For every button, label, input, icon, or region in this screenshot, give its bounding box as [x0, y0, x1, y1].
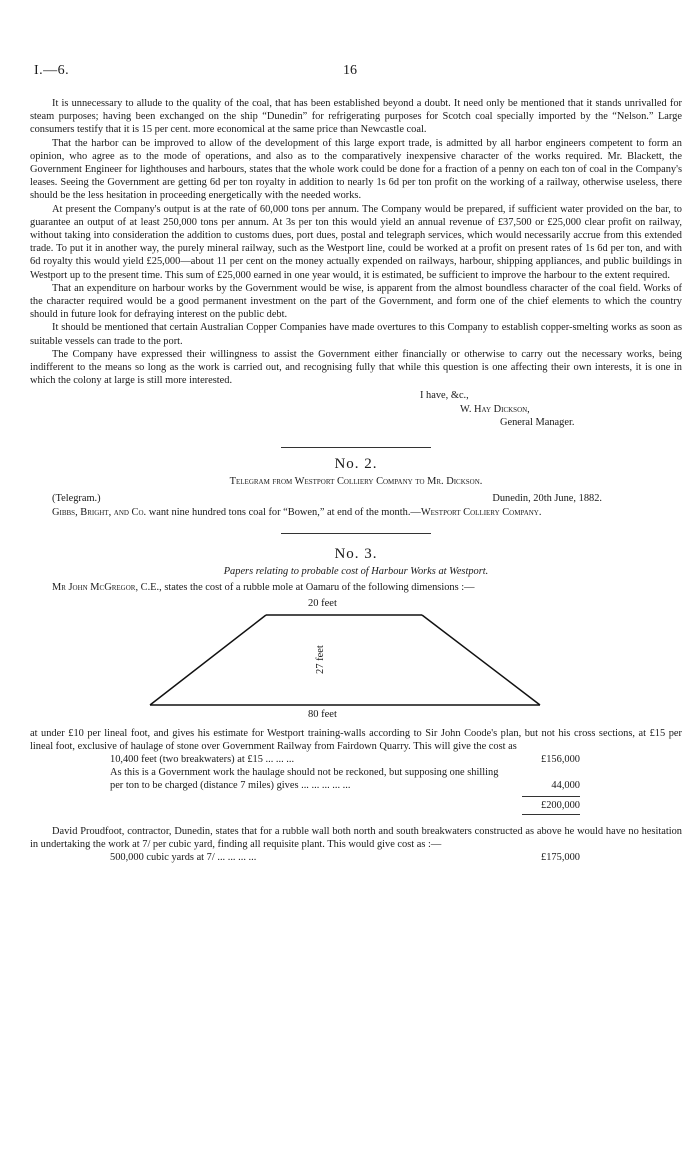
trapezoid-left-side [150, 615, 266, 705]
no3-intro-lead: Mr John McGregor, [52, 582, 139, 594]
calc-line1-desc: 10,400 feet (two breakwaters) at £15 ... ... ... [110, 753, 295, 765]
telegram-dateline: Dunedin, 20th June, 1882. [492, 493, 602, 505]
paragraph: At present the Company's output is at the rate of 60,000 tons per annum. The Company would be prepared, if sufficient water provided on the bar, to guarantee an output of at least 250,000 tons per annum. At 3s per ton this would yield an annual revenue of £37,500 or £25,000 clear profit on railway, without taking into consideration the addition to customs dues, port dues, postal and telegraph services, which would necessarily accrue from this extended trade. To put it in another way, the purely mineral railway, such as the Westport line, could be worked at a profit on present rates of 1s 6d per ton, and with 6d royalty this would yield £25,000—about 11 per cent on the money actually expended on railways, harbour, shipping appliances, and public buildings in Westport up to the present time. This sum of £25,000 earned in one year would, it is estimated, be sufficient to improve the harbour to the extent required. [30, 203, 682, 281]
section-heading-no2: No. 2. [334, 456, 378, 473]
telegram-body [30, 506, 682, 519]
no3-para-coode: at under £10 per lineal foot, and gives his estimate for Westport training-walls according to Sir John Coode's plan, but not his cross sections, at £15 per lineal foot, exclusive of haulage of stone over Government Railway from Fairdown Quarry. This will give the cost as [30, 727, 682, 752]
calc-line2-amount: 44,000 [551, 780, 580, 792]
telegram-body-sig: Westport Colliery Company. [420, 506, 542, 518]
cost-calculation-2 [110, 851, 580, 864]
paragraph: It should be mentioned that certain Australian Copper Companies have made overtures to this Company to establish copper-smelting works as soon as suitable vessels can trade to the port. [30, 322, 682, 347]
page-ref: I.—6. [34, 63, 70, 78]
no3-intro-text: C.E., states the cost of a rubble mole at Oamaru of the following dimensions :— [138, 582, 475, 594]
diagram-height-label: 27 feet [314, 644, 326, 674]
calc2-amount: £175,000 [541, 852, 580, 864]
section-subtitle-no3: Papers relating to probable cost of Harbour Works at Westport. [223, 566, 489, 578]
calc-line1-amount: £156,000 [541, 753, 580, 765]
section-divider [281, 533, 431, 534]
paragraph: That the harbor can be improved to allow of the development of this large export trade, is admitted by all harbor engineers competent to form an opinion, who agree as to the mode of operations, and also as to the comparatively inexpensive character of the works required. Mr. Blackett, the Government Engineer for lighthouses and harbours, states that the whole work could be done for a fraction of a penny on each ton of coal in the Company's leases. Seeing the Government are getting 6d per ton royalty in addition to nearly 1s 6d per ton profit on the working of a railway, otherwise useless, there should be the less hesitation in proceeding energetically with the needed works. [30, 137, 682, 202]
sum-rule [522, 814, 580, 815]
no3-para-proudfoot: David Proudfoot, contractor, Dunedin, states that for a rubble wall both north and south breakwaters constructed as above he would have no hesitation in undertaking the work at 7/ per cubic yard, finding all requisite plant. This would give cost as :— [30, 825, 682, 850]
paragraph: The Company have expressed their willingness to assist the Government either financially or otherwise to carry out the necessary works, being indifferent to the means so long as the work is carried out, and recognising fully that while this question is one affecting their own interests, it is one in which the colony at large is still more interested. [30, 348, 682, 387]
section-divider [281, 447, 431, 448]
section-subtitle-no2: Telegram from Westport Colliery Company to Mr. Dickson. [229, 476, 483, 488]
trapezoid-right-side [422, 615, 540, 705]
page-number: 16 [343, 63, 357, 78]
diagram-base-label: 80 feet [308, 708, 337, 720]
mole-cross-section-diagram [30, 597, 682, 721]
paragraph: It is unnecessary to allude to the quality of the coal, that has been established beyond a doubt. It need only be mentioned that it stands unrivalled for steam purposes; having been exchanged on the ship “Dunedin” for refrigerating purposes for Scotch coal specially imported by the “Nelson.” Large consumers testify that it is 15 per cent. more economical at the same price than Newcastle coal. [30, 98, 682, 136]
sum-rule [522, 796, 580, 797]
telegram-body-text: want nine hundred tons coal for “Bowen,” at end of the month.— [146, 506, 421, 518]
no3-intro [30, 581, 682, 594]
signature-closing: I have, &c., [420, 390, 469, 402]
trapezoid-shape [30, 597, 682, 721]
calc-line2-desc: As this is a Government work the haulage should not be reckoned, but supposing one shilling per ton to be charged (distance 7 miles) gives ... ... ... ... ... [110, 767, 499, 792]
calc-total: £200,000 [541, 799, 580, 811]
telegram-header [30, 492, 682, 505]
telegram-tag: (Telegram.) [52, 493, 101, 505]
telegram-body-lead: Gibbs, Bright, and Co. [52, 506, 147, 518]
paragraph: That an expenditure on harbour works by the Government would be wise, is apparent from the almost boundless character of the coal field. Works of the character required would be a good permanent investment on the part of the Government, and form one of the chief elements to which the country should in future look for defraying interest on the public debt. [30, 282, 682, 321]
section-heading-no3: No. 3. [334, 545, 378, 562]
signature-name: W. Hay Dickson, [460, 403, 530, 415]
signature-title: General Manager. [500, 416, 575, 428]
diagram-top-label: 20 feet [308, 597, 337, 609]
document-body [30, 97, 682, 864]
calc2-desc: 500,000 cubic yards at 7/ ... ... ... ... [110, 852, 257, 864]
cost-calculation [110, 753, 580, 815]
